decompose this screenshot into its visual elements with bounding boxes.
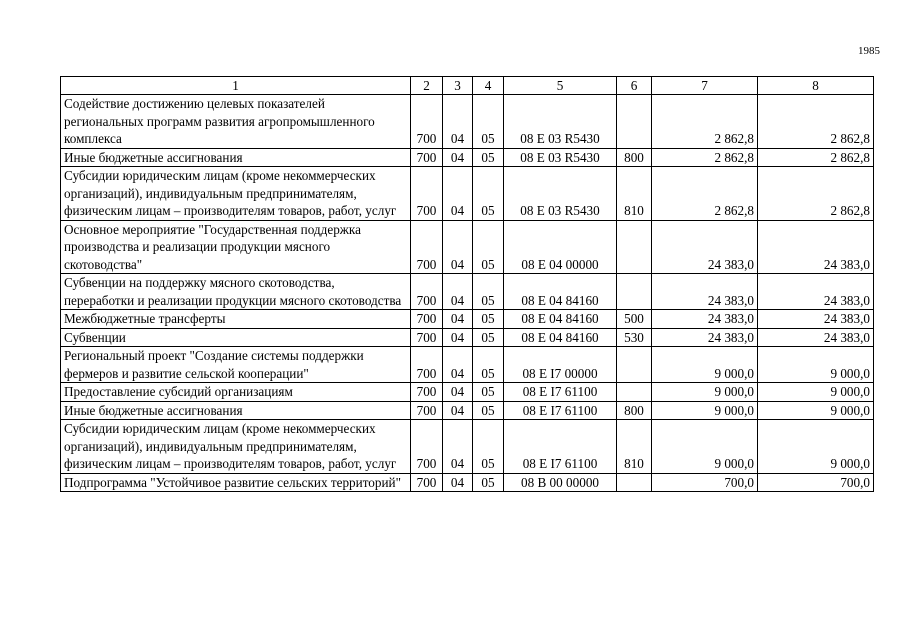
- table-row: [61, 95, 874, 149]
- cell-section: 04: [443, 328, 473, 347]
- header-cell: 3: [443, 77, 473, 95]
- cell-amount-1: 700,0: [652, 473, 758, 492]
- cell-ministry: 700: [411, 347, 443, 383]
- cell-target-article: 08 Е 03 R5430: [504, 95, 617, 149]
- cell-expense-type: [617, 473, 652, 492]
- cell-subsection: 05: [473, 148, 504, 167]
- cell-amount-2: 9 000,0: [758, 347, 874, 383]
- row-name: Субсидии юридическим лицам (кроме некоммерческих организаций), индивидуальным предпринимателям, физическим лицам – производителям товаров, работ, услуг: [61, 420, 411, 474]
- cell-amount-1: 2 862,8: [652, 167, 758, 221]
- cell-amount-1: 2 862,8: [652, 95, 758, 149]
- cell-expense-type: 530: [617, 328, 652, 347]
- header-row: [61, 77, 874, 95]
- cell-expense-type: 810: [617, 420, 652, 474]
- cell-target-article: 08 Е 03 R5430: [504, 148, 617, 167]
- table-row: [61, 420, 874, 474]
- cell-amount-2: 2 862,8: [758, 95, 874, 149]
- cell-subsection: 05: [473, 383, 504, 402]
- cell-section: 04: [443, 420, 473, 474]
- cell-section: 04: [443, 310, 473, 329]
- cell-subsection: 05: [473, 473, 504, 492]
- cell-expense-type: 500: [617, 310, 652, 329]
- cell-subsection: 05: [473, 401, 504, 420]
- cell-amount-1: 24 383,0: [652, 274, 758, 310]
- header-cell: 5: [504, 77, 617, 95]
- row-name: Предоставление субсидий организациям: [61, 383, 411, 402]
- cell-section: 04: [443, 220, 473, 274]
- header-cell: 4: [473, 77, 504, 95]
- cell-ministry: 700: [411, 328, 443, 347]
- cell-expense-type: [617, 383, 652, 402]
- cell-subsection: 05: [473, 310, 504, 329]
- cell-amount-2: 2 862,8: [758, 167, 874, 221]
- table-row: [61, 401, 874, 420]
- cell-amount-2: 2 862,8: [758, 148, 874, 167]
- cell-expense-type: 810: [617, 167, 652, 221]
- table-row: [61, 148, 874, 167]
- cell-ministry: 700: [411, 148, 443, 167]
- cell-section: 04: [443, 383, 473, 402]
- row-name: Иные бюджетные ассигнования: [61, 148, 411, 167]
- cell-subsection: 05: [473, 420, 504, 474]
- cell-ministry: 700: [411, 473, 443, 492]
- cell-subsection: 05: [473, 167, 504, 221]
- header-cell: 8: [758, 77, 874, 95]
- table-row: [61, 274, 874, 310]
- cell-expense-type: [617, 220, 652, 274]
- cell-section: 04: [443, 148, 473, 167]
- cell-amount-2: 9 000,0: [758, 401, 874, 420]
- row-name: Иные бюджетные ассигнования: [61, 401, 411, 420]
- row-name: Подпрограмма "Устойчивое развитие сельских территорий": [61, 473, 411, 492]
- budget-table: [60, 76, 874, 492]
- cell-expense-type: [617, 347, 652, 383]
- cell-expense-type: 800: [617, 401, 652, 420]
- cell-subsection: 05: [473, 220, 504, 274]
- header-cell: 7: [652, 77, 758, 95]
- header-cell: 6: [617, 77, 652, 95]
- cell-target-article: 08 Е 04 00000: [504, 220, 617, 274]
- cell-expense-type: 800: [617, 148, 652, 167]
- table-row: [61, 347, 874, 383]
- table-row: [61, 473, 874, 492]
- table-row: [61, 167, 874, 221]
- row-name: Субвенции: [61, 328, 411, 347]
- row-name: Содействие достижению целевых показателей региональных программ развития агропромышленного комплекса: [61, 95, 411, 149]
- cell-subsection: 05: [473, 274, 504, 310]
- table-row: [61, 310, 874, 329]
- cell-target-article: 08 Е 04 84160: [504, 274, 617, 310]
- cell-section: 04: [443, 274, 473, 310]
- cell-amount-2: 24 383,0: [758, 310, 874, 329]
- row-name: Субвенции на поддержку мясного скотоводства, переработки и реализации продукции мясного скотоводства: [61, 274, 411, 310]
- cell-section: 04: [443, 347, 473, 383]
- cell-section: 04: [443, 95, 473, 149]
- row-name: Субсидии юридическим лицам (кроме некоммерческих организаций), индивидуальным предпринимателям, физическим лицам – производителям товаров, работ, услуг: [61, 167, 411, 221]
- cell-amount-2: 24 383,0: [758, 274, 874, 310]
- cell-amount-2: 24 383,0: [758, 328, 874, 347]
- table-row: [61, 220, 874, 274]
- cell-section: 04: [443, 401, 473, 420]
- cell-ministry: 700: [411, 274, 443, 310]
- cell-ministry: 700: [411, 420, 443, 474]
- cell-amount-2: 9 000,0: [758, 420, 874, 474]
- cell-ministry: 700: [411, 220, 443, 274]
- cell-amount-1: 24 383,0: [652, 220, 758, 274]
- cell-ministry: 700: [411, 383, 443, 402]
- cell-ministry: 700: [411, 95, 443, 149]
- header-cell: 2: [411, 77, 443, 95]
- row-name: Межбюджетные трансферты: [61, 310, 411, 329]
- table-row: [61, 383, 874, 402]
- cell-amount-2: 9 000,0: [758, 383, 874, 402]
- cell-ministry: 700: [411, 401, 443, 420]
- cell-expense-type: [617, 274, 652, 310]
- table-row: [61, 328, 874, 347]
- cell-section: 04: [443, 473, 473, 492]
- page-number: 1985: [858, 45, 880, 57]
- cell-amount-1: 24 383,0: [652, 310, 758, 329]
- cell-target-article: 08 Е 04 84160: [504, 328, 617, 347]
- cell-subsection: 05: [473, 347, 504, 383]
- cell-target-article: 08 Е 03 R5430: [504, 167, 617, 221]
- cell-target-article: 08 Е I7 61100: [504, 420, 617, 474]
- cell-ministry: 700: [411, 167, 443, 221]
- cell-subsection: 05: [473, 328, 504, 347]
- cell-amount-2: 700,0: [758, 473, 874, 492]
- cell-target-article: 08 Е I7 61100: [504, 383, 617, 402]
- cell-target-article: 08 В 00 00000: [504, 473, 617, 492]
- header-cell: 1: [61, 77, 411, 95]
- cell-amount-1: 24 383,0: [652, 328, 758, 347]
- row-name: Основное мероприятие "Государственная поддержка производства и реализации продукции мясного скотоводства": [61, 220, 411, 274]
- cell-expense-type: [617, 95, 652, 149]
- cell-amount-1: 9 000,0: [652, 347, 758, 383]
- cell-target-article: 08 Е I7 00000: [504, 347, 617, 383]
- cell-target-article: 08 Е I7 61100: [504, 401, 617, 420]
- cell-subsection: 05: [473, 95, 504, 149]
- cell-amount-1: 9 000,0: [652, 401, 758, 420]
- cell-ministry: 700: [411, 310, 443, 329]
- cell-amount-1: 9 000,0: [652, 383, 758, 402]
- row-name: Региональный проект "Создание системы поддержки фермеров и развитие сельской кооперации": [61, 347, 411, 383]
- cell-section: 04: [443, 167, 473, 221]
- cell-target-article: 08 Е 04 84160: [504, 310, 617, 329]
- cell-amount-1: 2 862,8: [652, 148, 758, 167]
- cell-amount-2: 24 383,0: [758, 220, 874, 274]
- cell-amount-1: 9 000,0: [652, 420, 758, 474]
